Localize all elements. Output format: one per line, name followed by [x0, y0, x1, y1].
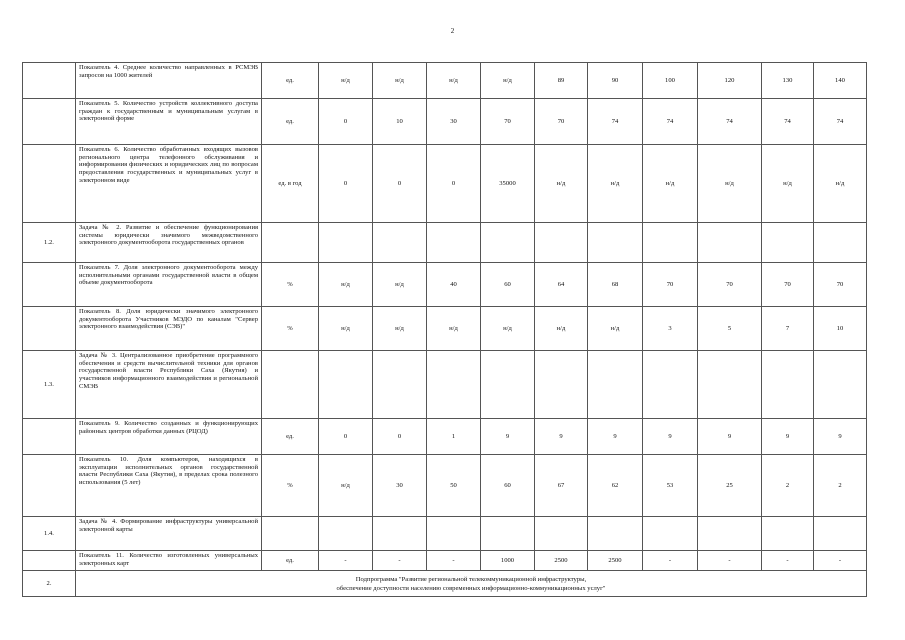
value-cell: 70 [814, 263, 867, 307]
value-cell: н/д [481, 63, 535, 99]
indicator-name-cell: Показатель 11. Количество изготовленных универсальных электронных карт [76, 551, 262, 571]
value-cell: 7 [762, 307, 814, 351]
value-cell [698, 223, 762, 263]
value-cell [535, 351, 588, 419]
value-cell: 2 [814, 455, 867, 517]
value-cell: 10 [373, 99, 427, 145]
value-cell: 74 [643, 99, 698, 145]
indicator-name-cell: Задача № 2. Развитие и обеспечение функционирования системы юридически значимого межведомственного электронного документооборота государственных органов [76, 223, 262, 263]
page-number: 2 [450, 27, 455, 35]
value-cell: 0 [373, 419, 427, 455]
row-number-cell [23, 145, 76, 223]
value-cell: 9 [814, 419, 867, 455]
value-cell [588, 351, 643, 419]
indicator-name-cell: Показатель 5. Количество устройств коллективного доступа граждан к государственным и муниципальным услугам в электронной форме [76, 99, 262, 145]
value-cell: н/д [698, 145, 762, 223]
value-cell: 0 [319, 99, 373, 145]
value-cell: 70 [762, 263, 814, 307]
indicator-name-cell: Показатель 9. Количество созданных и функционирующих районных центров обработки данных (РЦОД) [76, 419, 262, 455]
table-row [23, 63, 867, 99]
unit-cell: ед. [262, 99, 319, 145]
value-cell [698, 351, 762, 419]
row-number-cell: 1.3. [23, 351, 76, 419]
value-cell: 30 [427, 99, 481, 145]
value-cell [427, 223, 481, 263]
value-cell [698, 517, 762, 551]
value-cell: 25 [698, 455, 762, 517]
row-number-cell [23, 455, 76, 517]
value-cell: н/д [373, 63, 427, 99]
value-cell: н/д [319, 63, 373, 99]
value-cell [373, 351, 427, 419]
value-cell [319, 351, 373, 419]
value-cell: 0 [427, 145, 481, 223]
value-cell: н/д [319, 263, 373, 307]
value-cell: - [698, 551, 762, 571]
indicator-name-cell: Задача № 3. Централизованное приобретение программного обеспечения и средств вычислительной техники для органов государственной власти Республики Саха (Якутия) и участников информационного взаимодействия и региональной СМЭВ [76, 351, 262, 419]
value-cell: 74 [762, 99, 814, 145]
value-cell: 1000 [481, 551, 535, 571]
indicator-name-cell: Показатель 8. Доля юридически значимого электронного документооборота Участников МЭДО по каналам "Сервер электронного взаимодействия (СЭВ)" [76, 307, 262, 351]
value-cell: 9 [762, 419, 814, 455]
value-cell: 70 [698, 263, 762, 307]
value-cell: 0 [319, 145, 373, 223]
value-cell [814, 517, 867, 551]
value-cell: 9 [698, 419, 762, 455]
value-cell: 68 [588, 263, 643, 307]
value-cell [814, 351, 867, 419]
unit-cell [262, 351, 319, 419]
value-cell [427, 517, 481, 551]
value-cell: 90 [588, 63, 643, 99]
value-cell: н/д [373, 307, 427, 351]
value-cell: н/д [319, 307, 373, 351]
value-cell: н/д [373, 263, 427, 307]
value-cell: 9 [535, 419, 588, 455]
subprogram-row [23, 571, 867, 597]
unit-cell: ед. [262, 63, 319, 99]
value-cell: - [814, 551, 867, 571]
row-number-cell [23, 307, 76, 351]
value-cell: 1 [427, 419, 481, 455]
value-cell [535, 223, 588, 263]
value-cell [814, 223, 867, 263]
value-cell [319, 517, 373, 551]
value-cell [319, 223, 373, 263]
value-cell: - [643, 551, 698, 571]
value-cell: 100 [643, 63, 698, 99]
value-cell: н/д [427, 307, 481, 351]
table-body [23, 63, 867, 597]
value-cell: 2500 [535, 551, 588, 571]
value-cell: 35000 [481, 145, 535, 223]
value-cell: 70 [481, 99, 535, 145]
value-cell: н/д [535, 145, 588, 223]
value-cell: 5 [698, 307, 762, 351]
value-cell [373, 517, 427, 551]
value-cell: 74 [814, 99, 867, 145]
table-row [23, 223, 867, 263]
value-cell: н/д [481, 307, 535, 351]
value-cell: - [762, 551, 814, 571]
value-cell: н/д [427, 63, 481, 99]
value-cell: н/д [535, 307, 588, 351]
row-number-cell: 1.4. [23, 517, 76, 551]
value-cell [481, 223, 535, 263]
value-cell: 74 [588, 99, 643, 145]
table-row [23, 307, 867, 351]
value-cell [535, 517, 588, 551]
value-cell: 2500 [588, 551, 643, 571]
value-cell: 0 [319, 419, 373, 455]
value-cell [643, 351, 698, 419]
value-cell [588, 517, 643, 551]
value-cell: 2 [762, 455, 814, 517]
value-cell: 9 [643, 419, 698, 455]
unit-cell: % [262, 307, 319, 351]
value-cell [373, 223, 427, 263]
table-row [23, 517, 867, 551]
unit-cell [262, 517, 319, 551]
value-cell [762, 223, 814, 263]
value-cell: н/д [814, 145, 867, 223]
value-cell: 9 [481, 419, 535, 455]
value-cell [643, 517, 698, 551]
value-cell: 50 [427, 455, 481, 517]
value-cell: н/д [588, 307, 643, 351]
value-cell: 70 [535, 99, 588, 145]
value-cell: - [319, 551, 373, 571]
value-cell: 53 [643, 455, 698, 517]
indicator-name-cell: Показатель 7. Доля электронного документооборота между исполнительными органами государственной власти в общем объеме документооборота [76, 263, 262, 307]
table-row [23, 99, 867, 145]
row-number-cell [23, 99, 76, 145]
row-number-cell: 1.2. [23, 223, 76, 263]
row-number-cell [23, 63, 76, 99]
table-row [23, 455, 867, 517]
value-cell [588, 223, 643, 263]
indicator-name-cell: Показатель 10. Доля компьютеров, находящихся в эксплуатации исполнительных органов государственной власти Республики Саха (Якутия), в пределах срока полезного использования (5 лет) [76, 455, 262, 517]
value-cell: н/д [762, 145, 814, 223]
indicator-name-cell: Задача № 4. Формирование инфраструктуры универсальной электронной карты [76, 517, 262, 551]
row-number-cell: 2. [23, 571, 76, 597]
indicator-name-cell: Показатель 4. Среднее количество направленных в РСМЭВ запросов на 1000 жителей [76, 63, 262, 99]
subprogram-title-line: обеспечение доступности населению современных информационно-коммуникационных услуг" [336, 584, 606, 592]
indicator-name-cell: Показатель 6. Количество обработанных входящих вызовов регионального центра телефонного обслуживания и информирования физических и юридических лиц по вопросам предоставления государственных и муниципальных услуг в электронном виде [76, 145, 262, 223]
table-row [23, 551, 867, 571]
table-row [23, 419, 867, 455]
table-row [23, 263, 867, 307]
unit-cell: ед. в год [262, 145, 319, 223]
value-cell: н/д [588, 145, 643, 223]
value-cell: - [427, 551, 481, 571]
value-cell: н/д [643, 145, 698, 223]
value-cell: 64 [535, 263, 588, 307]
value-cell [481, 517, 535, 551]
value-cell: 89 [535, 63, 588, 99]
unit-cell: % [262, 263, 319, 307]
subprogram-title-cell [76, 571, 867, 597]
indicators-table [22, 62, 867, 597]
value-cell: 60 [481, 263, 535, 307]
value-cell: н/д [319, 455, 373, 517]
value-cell: 60 [481, 455, 535, 517]
row-number-cell [23, 551, 76, 571]
value-cell [481, 351, 535, 419]
value-cell: 10 [814, 307, 867, 351]
subprogram-title-line: Подпрограмма "Развитие региональной телекоммуникационной инфраструктуры, [355, 575, 587, 583]
value-cell: 30 [373, 455, 427, 517]
value-cell: 130 [762, 63, 814, 99]
value-cell: - [373, 551, 427, 571]
value-cell [643, 223, 698, 263]
unit-cell: ед. [262, 419, 319, 455]
row-number-cell [23, 419, 76, 455]
value-cell [762, 517, 814, 551]
value-cell: 0 [373, 145, 427, 223]
value-cell: 3 [643, 307, 698, 351]
table-row [23, 145, 867, 223]
value-cell: 62 [588, 455, 643, 517]
table-row [23, 351, 867, 419]
value-cell: 140 [814, 63, 867, 99]
value-cell: 70 [643, 263, 698, 307]
unit-cell: % [262, 455, 319, 517]
row-number-cell [23, 263, 76, 307]
value-cell: 40 [427, 263, 481, 307]
value-cell [762, 351, 814, 419]
unit-cell: ед. [262, 551, 319, 571]
value-cell: 74 [698, 99, 762, 145]
unit-cell [262, 223, 319, 263]
value-cell: 67 [535, 455, 588, 517]
value-cell: 120 [698, 63, 762, 99]
value-cell [427, 351, 481, 419]
value-cell: 9 [588, 419, 643, 455]
